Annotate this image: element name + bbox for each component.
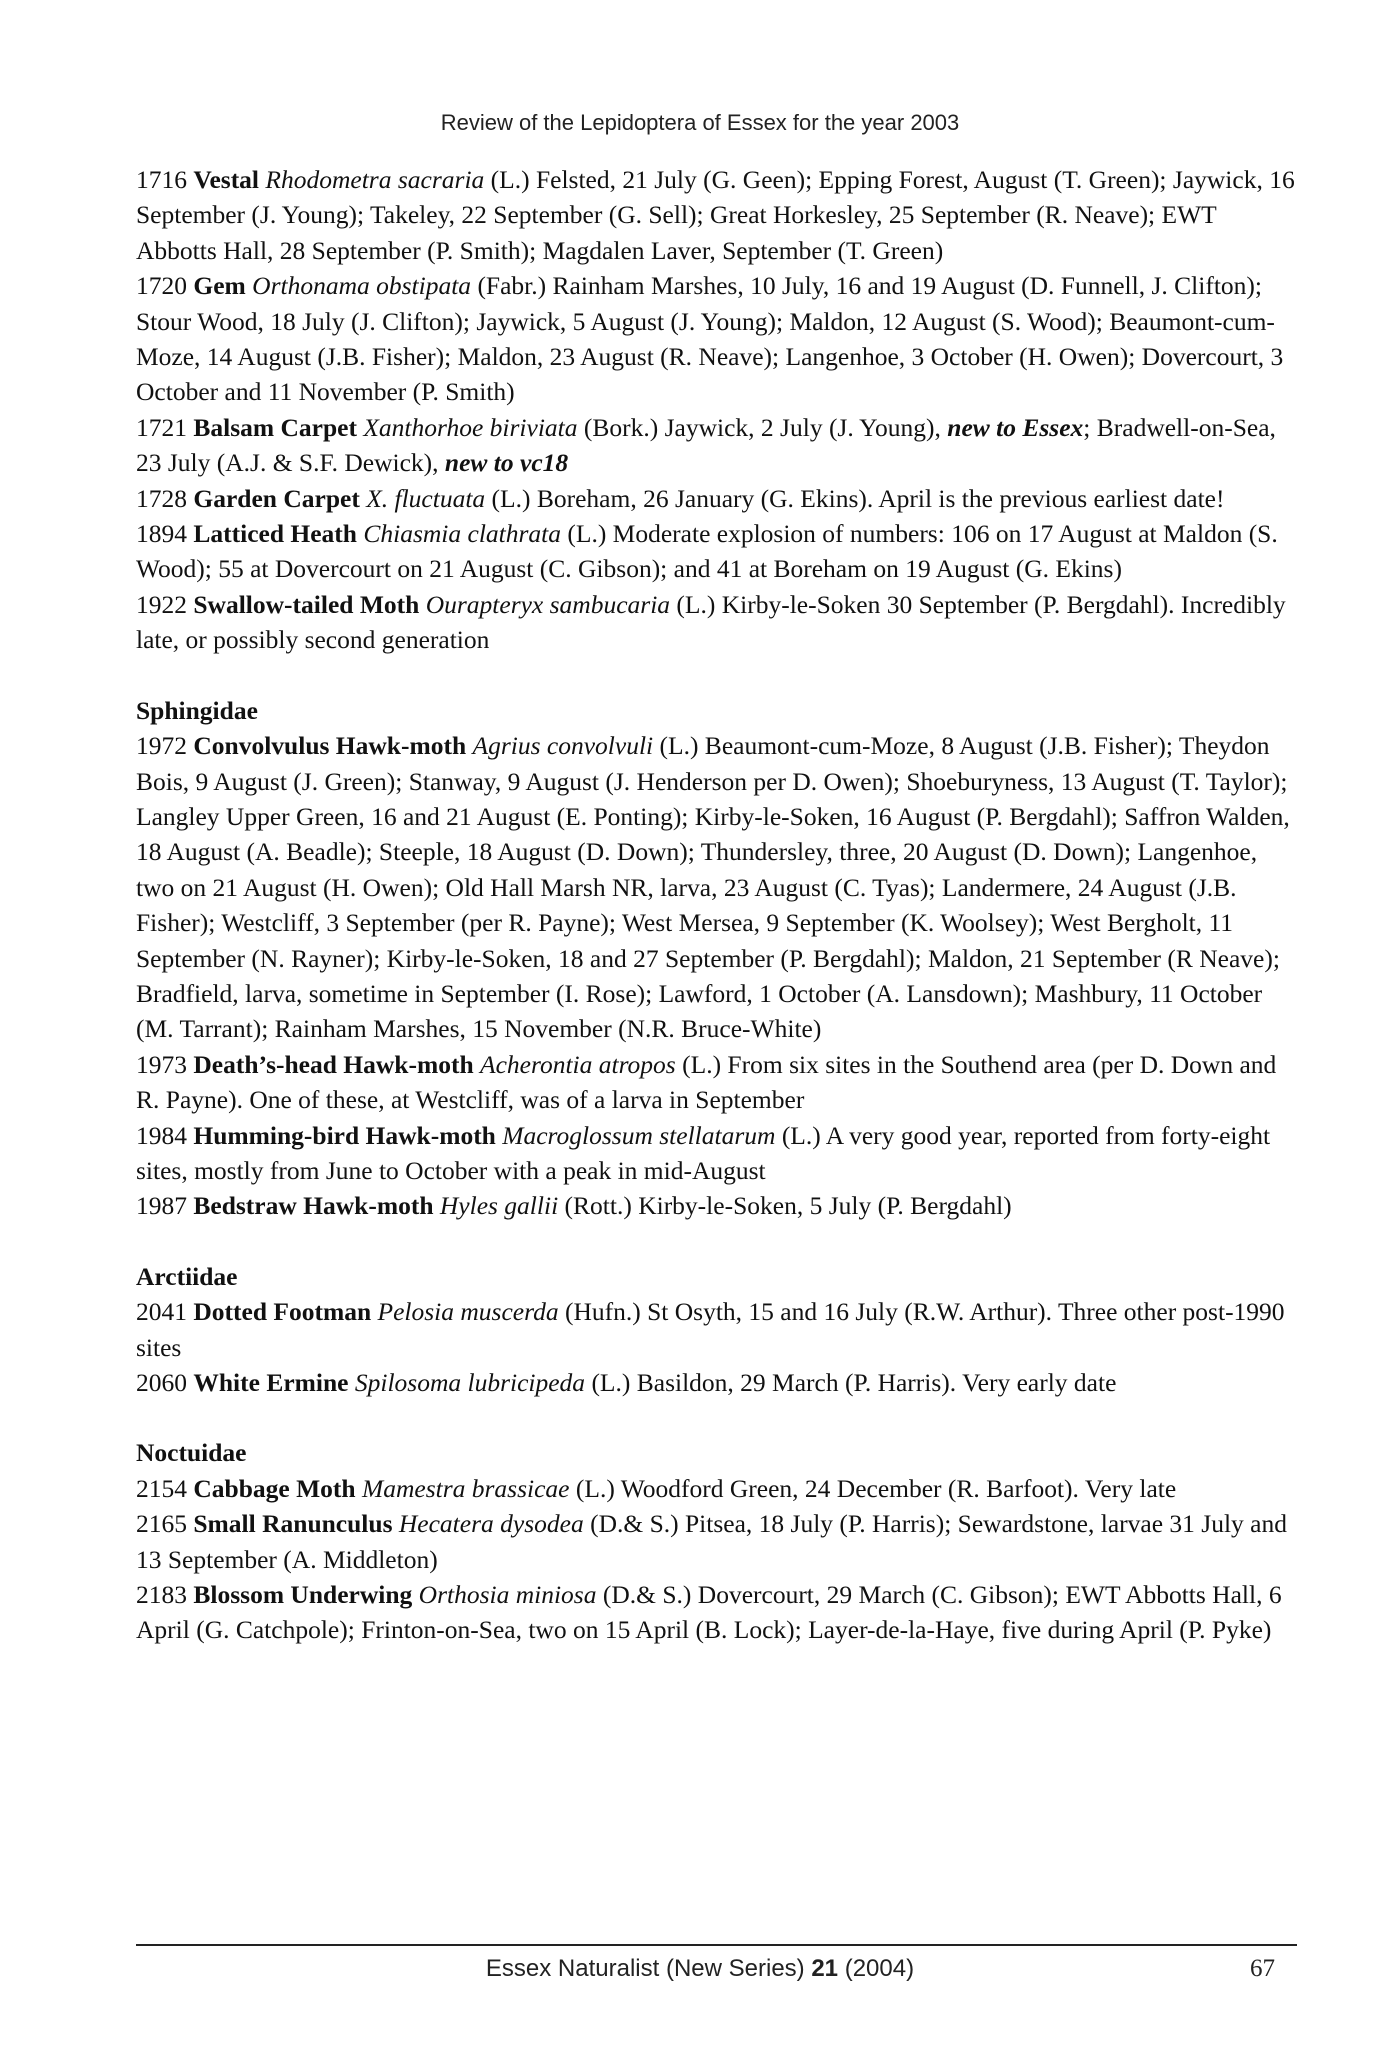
- entry-text: ; Bradwell-on-Sea, 23 July (A.J. & S.F. Dewick),: [136, 412, 1276, 478]
- scientific-name: Ourapteryx sambucaria: [425, 589, 671, 619]
- common-name: Swallow-tailed Moth: [193, 589, 420, 619]
- entry-text: (D.& S.) Pitsea, 18 July (P. Harris); Sewardstone, larvae 31 July and 13 September (A. Middleton): [136, 1509, 1287, 1574]
- scientific-name: Rhodometra sacraria: [265, 165, 485, 194]
- entry-text: (D.& S.) Dovercourt, 29 March (C. Gibson); EWT Abbotts Hall, 6 April (G. Catchpole); Frinton-on-Sea, two on 15 April (B. Lock); Layer-de-la-Haye, five during April (P. Pyke): [136, 1580, 1282, 1645]
- scientific-name: Spilosoma lubricipeda: [354, 1368, 586, 1397]
- article-body: [136, 162, 1296, 1648]
- common-name: Blossom Underwing: [193, 1580, 413, 1610]
- family-heading-sphingidae: Sphingidae: [136, 695, 258, 725]
- entry-text: (Rott.) Kirby-le-Soken, 5 July (P. Bergdahl): [558, 1191, 1012, 1221]
- species-entry: [136, 587, 1296, 658]
- species-entry: [136, 268, 1296, 410]
- species-entry: [136, 1365, 1296, 1400]
- common-name: Dotted Footman: [193, 1297, 372, 1327]
- entry-number: 1987: [136, 1191, 194, 1221]
- common-name: White Ermine: [193, 1368, 349, 1397]
- new-record-note: new to vc18: [444, 448, 569, 478]
- entry-text: (Hufn.) St Osyth, 15 and 16 July (R.W. Arthur). Three other post-1990 sites: [136, 1297, 1285, 1362]
- entry-number: 1894: [136, 519, 194, 549]
- family-heading-arctiidae: Arctiidae: [136, 1261, 238, 1291]
- journal-year: (2004): [838, 1955, 915, 1982]
- journal-title: Essex Naturalist (New Series): [485, 1955, 812, 1982]
- species-entry: [136, 162, 1296, 268]
- species-entry: [136, 1471, 1296, 1506]
- entry-text: (Fabr.) Rainham Marshes, 10 July, 16 and 19 August (D. Funnell, J. Clifton); Stour Wood, 18 July (J. Clifton); Jaywick, 5 August (J. Young); Maldon, 12 August (S. Wood); Beaumont-cum-Moze, 14 August (J.B. Fisher); Maldon, 23 August (R. Neave); Langenhoe, 3 October (H. Owen); Dovercourt, 3 October and 11 November (P. Smith): [136, 271, 1284, 407]
- entry-text: (L.) Basildon, 29 March (P. Harris). Very early date: [585, 1368, 1117, 1397]
- entry-number: 1721: [136, 412, 194, 442]
- common-name: Vestal: [193, 165, 260, 194]
- scientific-name: Orthosia miniosa: [418, 1580, 597, 1610]
- common-name: Bedstraw Hawk-moth: [193, 1191, 434, 1221]
- scientific-name: Xanthorhoe biriviata: [363, 412, 578, 442]
- entry-text: (L.) Kirby-le-Soken 30 September (P. Bergdahl). Incredibly late, or possibly second generation: [136, 589, 1286, 655]
- entry-number: 1922: [136, 589, 194, 619]
- common-name: Small Ranunculus: [193, 1509, 393, 1539]
- common-name: Humming-bird Hawk-moth: [193, 1120, 496, 1150]
- scientific-name: Agrius convolvuli: [472, 731, 654, 761]
- scientific-name: Mamestra brassicae: [361, 1473, 570, 1503]
- scientific-name: Pelosia muscerda: [377, 1297, 559, 1327]
- common-name: Cabbage Moth: [193, 1473, 356, 1503]
- entry-number: 1728: [136, 483, 194, 513]
- entry-text: (L.) A very good year, reported from forty-eight sites, mostly from June to October with a peak in mid-August: [136, 1120, 1271, 1185]
- species-entry: [136, 728, 1296, 1047]
- common-name: Gem: [193, 271, 246, 301]
- entry-number: 2060: [136, 1368, 194, 1397]
- entry-number: 1716: [136, 165, 194, 194]
- entry-number: 2165: [136, 1509, 194, 1539]
- entry-number: 1720: [136, 271, 194, 301]
- entry-number: 1984: [136, 1120, 194, 1150]
- species-entry: [136, 1188, 1296, 1223]
- species-entry: [136, 1506, 1296, 1577]
- scientific-name: Hyles gallii: [439, 1191, 559, 1221]
- entry-text: (L.) Woodford Green, 24 December (R. Barfoot). Very late: [569, 1473, 1177, 1503]
- entry-text: (L.) Beaumont-cum-Moze, 8 August (J.B. Fisher); Theydon Bois, 9 August (J. Green); Stanway, 9 August (J. Henderson per D. Owen); Shoeburyness, 13 August (T. Taylor); Langley Upper Green, 16 and 21 August (E. Ponting); Kirby-le-Soken, 16 August (P. Bergdahl); Saffron Walden, 18 August (A. Beadle); Steeple, 18 August (D. Down); Thundersley, three, 20 August (D. Down); Langenhoe, two on 21 August (H. Owen); Old Hall Marsh NR, larva, 23 August (C. Tyas); Landermere, 24 August (J.B. Fisher); Westcliff, 3 September (per R. Payne); West Mersea, 9 September (K. Woolsey); West Bergholt, 11 September (N. Rayner); Kirby-le-Soken, 18 and 27 September (P. Bergdahl); Maldon, 21 September (R Neave); Bradfield, larva, sometime in September (I. Rose); Lawford, 1 October (A. Lansdown); Mashbury, 11 October (M. Tarrant); Rainham Marshes, 15 November (N.R. Bruce-White): [136, 731, 1290, 1044]
- entry-number: 2041: [136, 1297, 194, 1327]
- species-entry: [136, 516, 1296, 587]
- scientific-name: Acherontia atropos: [480, 1049, 676, 1079]
- entry-number: 1972: [136, 731, 194, 761]
- common-name: Latticed Heath: [193, 519, 357, 549]
- species-entry: [136, 1294, 1296, 1365]
- entry-text: (Bork.) Jaywick, 2 July (J. Young),: [577, 412, 948, 442]
- footer-rule: [136, 1944, 1297, 1946]
- scientific-name: Macroglossum stellatarum: [502, 1120, 776, 1150]
- entry-number: 2183: [136, 1580, 194, 1610]
- species-entry: [136, 481, 1296, 516]
- entry-number: 1973: [136, 1049, 194, 1079]
- species-entry: [136, 410, 1296, 481]
- common-name: Garden Carpet: [193, 483, 360, 513]
- common-name: Convolvulus Hawk-moth: [193, 731, 467, 761]
- species-entry: [136, 1577, 1296, 1648]
- family-heading-noctuidae: Noctuidae: [136, 1438, 247, 1468]
- scientific-name: X. fluctuata: [366, 483, 486, 513]
- running-head: Review of the Lepidoptera of Essex for the year 2003: [440, 110, 960, 135]
- scientific-name: Chiasmia clathrata: [363, 519, 561, 549]
- species-entry: [136, 1047, 1296, 1118]
- new-record-note: new to Essex: [947, 412, 1084, 442]
- journal-footer: [0, 1955, 1400, 1983]
- common-name: Death’s-head Hawk-moth: [193, 1049, 474, 1079]
- entry-text: (L.) From six sites in the Southend area (per D. Down and R. Payne). One of these, at Westcliff, was of a larva in September: [136, 1049, 1277, 1115]
- scientific-name: Hecatera dysodea: [398, 1509, 584, 1539]
- entry-text: (L.) Boreham, 26 January (G. Ekins). April is the previous earliest date!: [485, 483, 1225, 513]
- common-name: Balsam Carpet: [193, 412, 357, 442]
- scientific-name: Orthonama obstipata: [252, 271, 472, 301]
- volume-number: 21: [811, 1955, 839, 1982]
- entry-text: (L.) Felsted, 21 July (G. Geen); Epping Forest, August (T. Green); Jaywick, 16 September (J. Young); Takeley, 22 September (G. Sell); Great Horkesley, 25 September (R. Neave); EWT Abbotts Hall, 28 September (P. Smith); Magdalen Laver, September (T. Green): [136, 165, 1295, 265]
- page-number: 67: [1250, 1955, 1275, 1982]
- entry-text: (L.) Moderate explosion of numbers: 106 on 17 August at Maldon (S. Wood); 55 at Dovercourt on 21 August (C. Gibson); and 41 at Boreham on 19 August (G. Ekins): [136, 519, 1278, 584]
- entry-number: 2154: [136, 1473, 194, 1503]
- species-entry: [136, 1118, 1296, 1189]
